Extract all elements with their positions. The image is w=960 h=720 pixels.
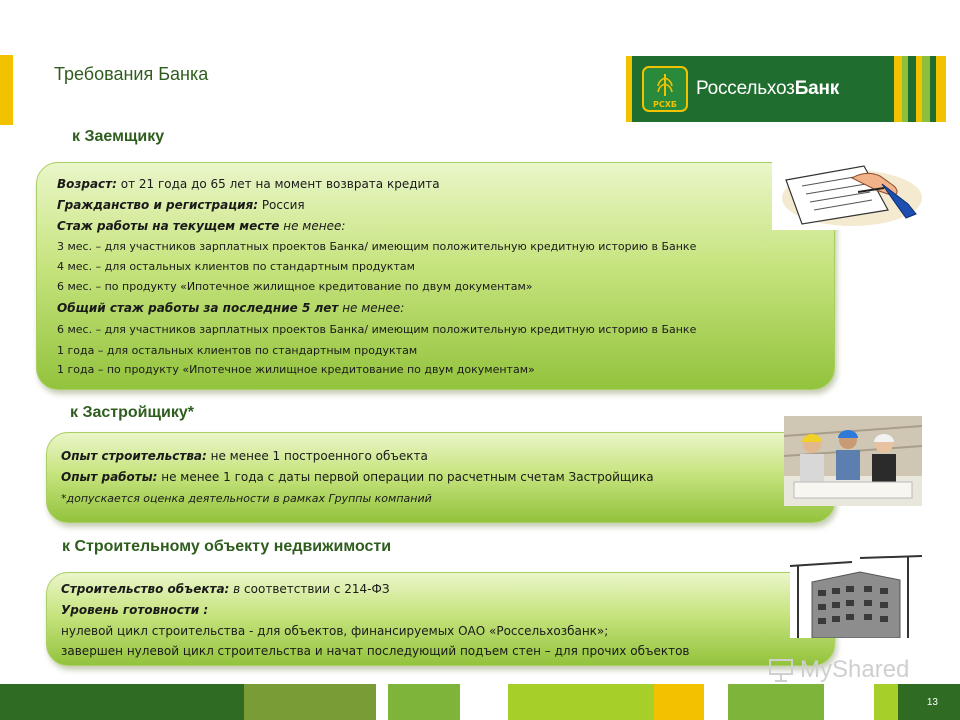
logo-brand-light: Россельхоз [696,78,795,99]
total-suffix: не менее: [338,301,405,315]
footer-bar [0,684,244,720]
readiness-label: Уровень готовности : [61,603,209,617]
page-number: 13 [926,697,938,708]
build-experience-value: не менее 1 построенного объекта [206,449,428,463]
build-experience-label: Опыт строительства: [61,449,207,463]
wheat-emblem-icon [642,66,688,112]
watermark [768,656,909,684]
building-construction-image [790,552,922,638]
tenure-label: Стаж работы на текущем месте [57,219,280,233]
tenure-suffix: не менее: [279,219,346,233]
citizenship-label: Гражданство и регистрация: [57,198,258,212]
logo-brand-bold: Банк [794,78,840,99]
section-heading-object: к Строительному объекту недвижимости [62,538,392,555]
footer-bar [874,684,898,720]
borrower-panel [36,162,835,390]
builders-photo [784,416,922,506]
tenure-item: 6 мес. – по продукту «Ипотечное жилищное кредитование по двум документам» [57,280,533,293]
construction-value: соответствии с 214-ФЗ [244,582,390,596]
total-item: 6 мес. – для участников зарплатных проектов Банка/ имеющим положительную кредитную историю в Банке [57,323,697,336]
age-value: от 21 года до 65 лет на момент возврата кредита [116,177,440,191]
construction-prefix: в [229,582,245,596]
slide-title: Требования Банка [54,64,209,84]
work-experience-line [61,470,654,484]
building-crane-icon [790,552,922,638]
readiness-item: нулевой цикл строительства - для объектов, финансируемых ОАО «Россельхозбанк»; [61,624,609,638]
section-heading-borrower: к Заемщику [72,128,165,145]
footer-bar [388,684,460,720]
presentation-board-icon [768,657,794,683]
readiness-line [61,603,208,617]
object-panel [46,572,835,666]
age-line [57,177,440,191]
construction-label: Строительство объекта: [61,582,230,596]
developer-panel [46,432,835,523]
readiness-item: завершен нулевой цикл строительства и начат последующий подъем стен – для прочих объектов [61,644,690,658]
accent-bar [0,55,13,125]
bank-logo [626,56,946,122]
logo-wordmark [696,78,839,100]
total-item: 1 года – для остальных клиентов по стандартным продуктам [57,344,418,357]
citizenship-value: Россия [258,198,305,212]
build-experience-line [61,449,428,463]
logo-plate [634,62,892,116]
citizenship-line [57,198,305,212]
work-experience-value: не менее 1 года с даты первой операции по расчетным счетам Застройщика [157,470,654,484]
tenure-line [57,219,345,233]
footer-bar [508,684,654,720]
tenure-item: 4 мес. – для остальных клиентов по стандартным продуктам [57,260,415,273]
signing-document-image [772,158,922,230]
footer-bar [654,684,704,720]
construction-line [61,582,390,596]
age-label: Возраст: [57,177,117,191]
signing-illustration-icon [772,158,922,230]
total-label: Общий стаж работы за последние 5 лет [57,301,339,315]
section-heading-developer: к Застройщику* [70,404,194,421]
footer-bar [728,684,824,720]
work-experience-label: Опыт работы: [61,470,158,484]
total-item: 1 года – по продукту «Ипотечное жилищное кредитование по двум документам» [57,363,535,376]
footer-bar [244,684,376,720]
builders-illustration-icon [784,416,922,506]
emblem-text: РСХБ [653,100,677,109]
tenure-item: 3 мес. – для участников зарплатных проектов Банка/ имеющим положительную кредитную историю в Банке [57,240,697,253]
watermark-text: MyShared [800,656,910,683]
total-tenure-line [57,301,404,315]
developer-footnote: *допускается оценка деятельности в рамках Группы компаний [61,492,432,505]
